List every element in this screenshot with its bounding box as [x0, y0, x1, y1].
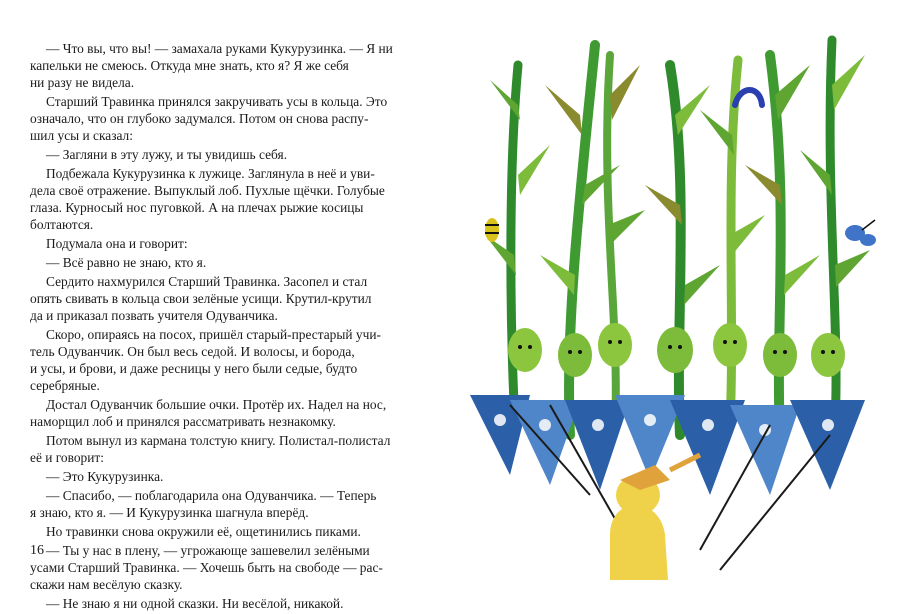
paragraph: Достал Одуванчик большие очки. Протёр их. Надел на нос, наморщил лоб и принялся рассматривать незнакомку. — [30, 397, 387, 429]
paragraph: — Загляни в эту лужу, и ты увидишь себя. — [46, 147, 288, 162]
bee — [485, 218, 499, 242]
paragraph: — Это Кукурузинка. — [46, 469, 164, 484]
grass-heads — [508, 323, 845, 377]
paragraph: Но травинки снова окружили её, ощетинились пиками. — [46, 524, 361, 539]
page-number: 16 — [30, 543, 44, 558]
blue-worm — [735, 90, 762, 105]
paragraph: Сердито нахмурился Старший Травинка. Засопел и стал опять свивать в кольца свои зелёные усищи. Крутил-крутил да и приказал позвать учителя Одуванчика. — [30, 274, 372, 323]
paragraph: — Всё равно не знаю, кто я. — [46, 255, 207, 270]
paragraph: — Не знаю я ни одной сказки. Ни весёлой, никакой. — [46, 596, 344, 611]
story-text — [30, 40, 430, 614]
paragraph: Потом вынул из кармана толстую книгу. Полистал-полистал её и говорит: — [30, 433, 391, 465]
paragraph: Старший Травинка принялся закручивать усы в кольца. Это означало, что он глубоко задумался. Потом он снова распу- шил усы и сказал: — [30, 94, 388, 143]
paragraph: Скоро, опираясь на посох, пришёл старый-престарый учи- тель Одуванчик. Он был весь седой. И волосы, и борода, и усы, и брови, и даже ресницы у него были седые, будто серебряные. — [30, 327, 381, 393]
kukuruzinka-figure — [610, 455, 700, 580]
paragraph: — Что вы, что вы! — замахала руками Кукурузинка. — Я ни капельки не смеюсь. Откуда мне знать, кто я? Я же себя ни разу не видела. — [30, 41, 393, 90]
paragraph: Подбежала Кукурузинка к лужице. Заглянула в неё и уви- дела своё отражение. Выпуклый лоб. Пухлые щёчки. Голубые глаза. Курносый нос пуговкой. А на плечах рыжие косицы болтаются. — [30, 166, 385, 232]
paragraph: — Ты у нас в плену, — угрожающе зашевелил зелёными усами Старший Травинка. — Хочешь быть на свободе — рас- скажи нам весёлую сказку. — [30, 543, 383, 592]
paragraph: Подумала она и говорит: — [46, 236, 188, 251]
blue-butterfly — [845, 220, 876, 246]
paragraph: — Спасибо, — поблагодарила она Одуванчика. — Теперь я знаю, кто я. — И Кукурузинка шагнула вперёд. — [30, 488, 377, 520]
grass-soldiers-illustration — [470, 25, 890, 580]
